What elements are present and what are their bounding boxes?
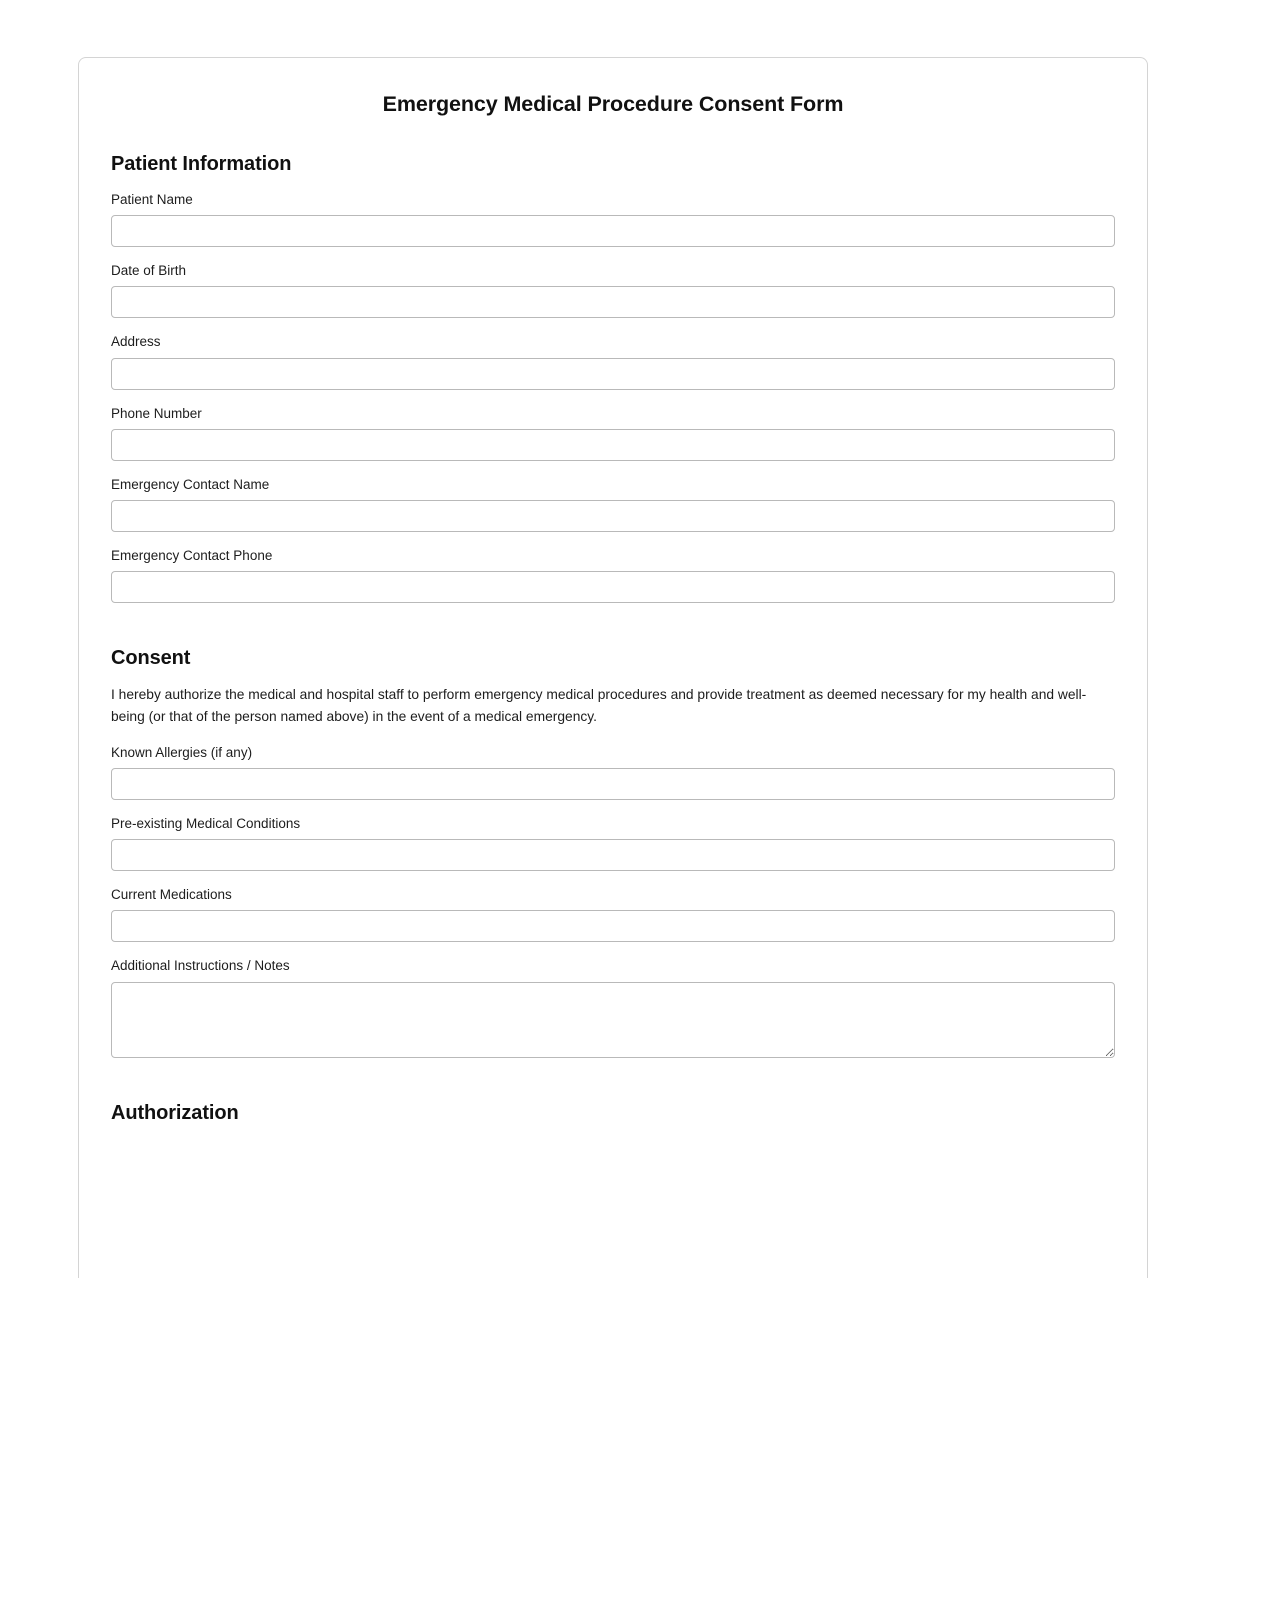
input-current-medications[interactable] — [111, 910, 1115, 942]
input-emergency-contact-phone[interactable] — [111, 571, 1115, 603]
input-known-allergies[interactable] — [111, 768, 1115, 800]
input-additional-instructions[interactable] — [111, 982, 1115, 1058]
consent-paragraph: I hereby authorize the medical and hospital staff to perform emergency medical procedures and provide treatment as deemed necessary for my health and well-being (or that of the person named above) in the event of a medical emergency. — [111, 687, 1087, 725]
label-date-of-birth: Date of Birth — [111, 263, 187, 279]
label-known-allergies: Known Allergies (if any) — [111, 744, 253, 760]
label-additional-instructions: Additional Instructions / Notes — [111, 958, 290, 974]
input-emergency-contact-name[interactable] — [111, 500, 1115, 532]
input-address[interactable] — [111, 358, 1115, 390]
section-patient-information — [111, 117, 1115, 603]
section-heading-consent: Consent — [111, 647, 191, 670]
page-title: Emergency Medical Procedure Consent Form — [382, 92, 844, 116]
field-patient-name — [111, 192, 1115, 247]
consent-form-card — [78, 57, 1148, 1278]
input-date-of-birth[interactable] — [111, 286, 1115, 318]
field-phone-number — [111, 406, 1115, 461]
label-phone-number: Phone Number — [111, 405, 202, 421]
section-authorization — [111, 1058, 1115, 1125]
label-pre-existing-conditions: Pre-existing Medical Conditions — [111, 816, 301, 831]
field-address — [111, 334, 1115, 389]
input-patient-name[interactable] — [111, 215, 1115, 247]
field-current-medications — [111, 887, 1115, 942]
field-emergency-contact-name — [111, 477, 1115, 532]
label-current-medications: Current Medications — [111, 887, 232, 903]
field-additional-instructions — [111, 958, 1115, 1057]
input-pre-existing-conditions[interactable] — [111, 839, 1115, 871]
section-consent — [111, 603, 1115, 1057]
label-emergency-contact-phone: Emergency Contact Phone — [111, 547, 273, 563]
field-pre-existing-conditions — [111, 816, 1115, 871]
field-known-allergies — [111, 745, 1115, 800]
section-heading-authorization: Authorization — [111, 1101, 239, 1124]
label-address: Address — [111, 334, 161, 350]
field-emergency-contact-phone — [111, 548, 1115, 603]
section-heading-patient-information: Patient Information — [111, 153, 292, 175]
label-patient-name: Patient Name — [111, 192, 193, 207]
input-phone-number[interactable] — [111, 429, 1115, 461]
field-date-of-birth — [111, 263, 1115, 318]
label-emergency-contact-name: Emergency Contact Name — [111, 476, 270, 492]
